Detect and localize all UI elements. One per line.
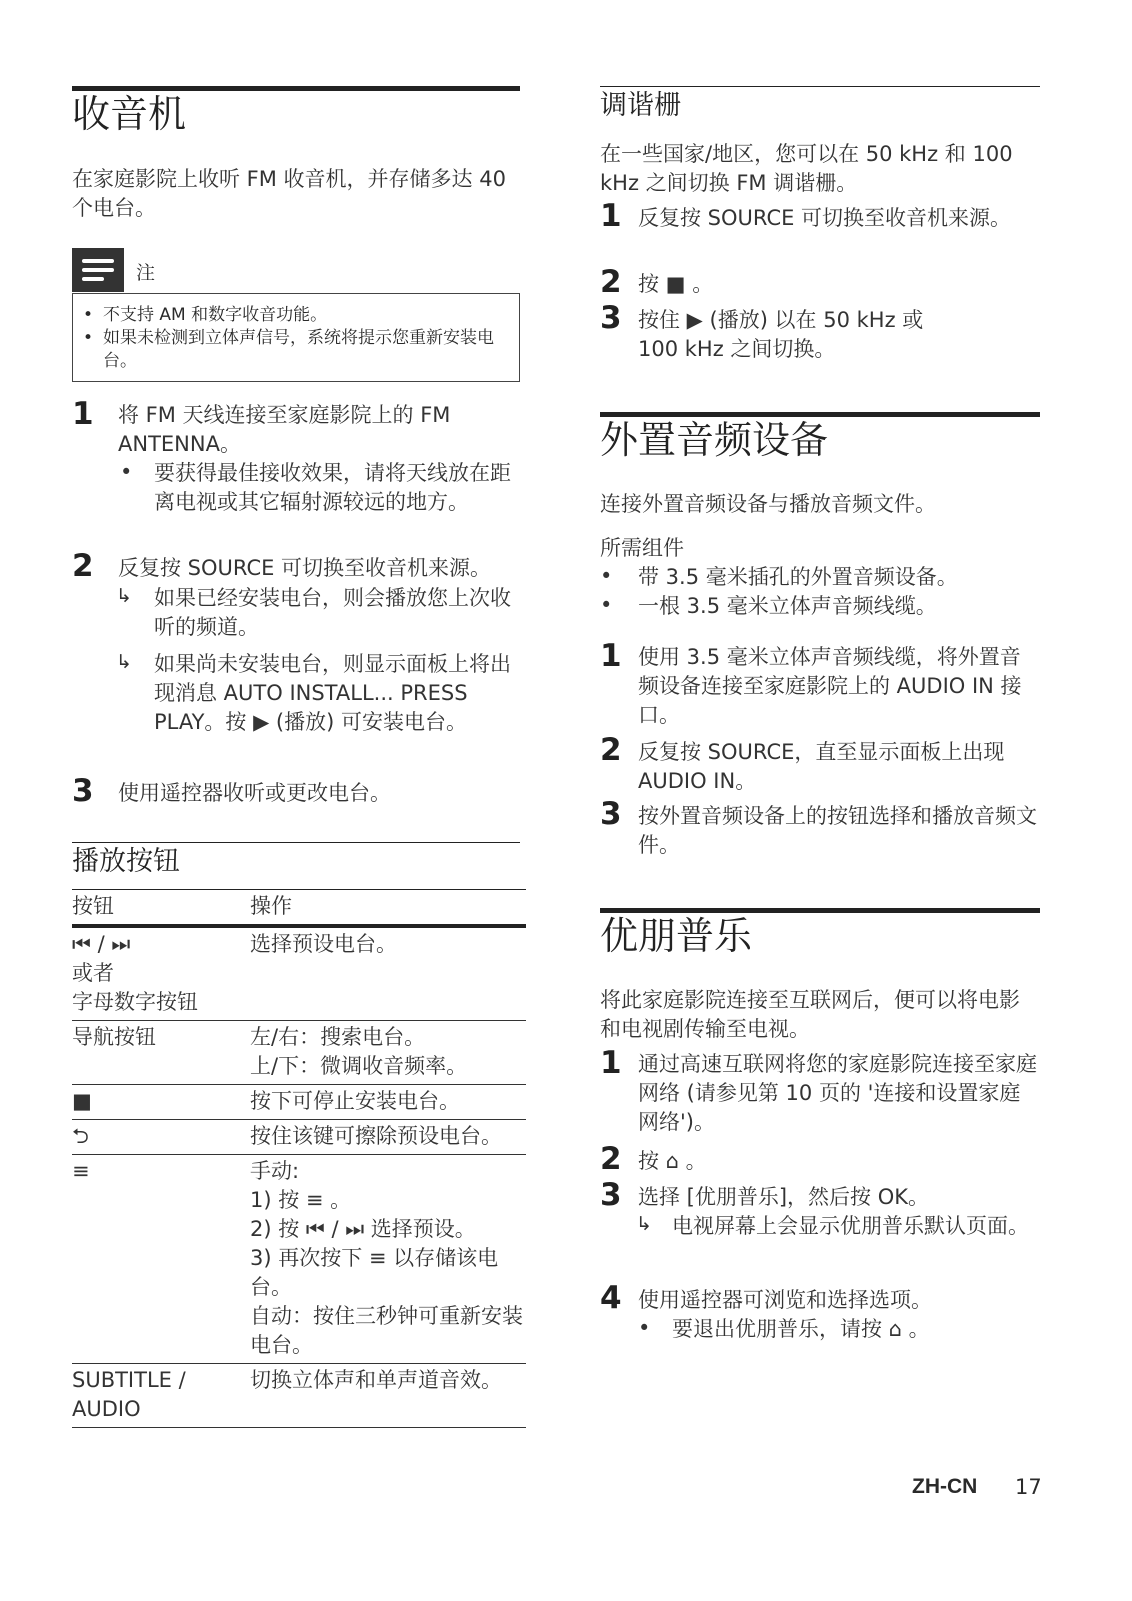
step-number: 2 (600, 1141, 622, 1177)
or-text: 或者 (72, 961, 114, 985)
youpeng-step3-result: 电视屏幕上会显示优朋普乐默认页面。 (672, 1214, 1029, 1238)
step-number: 3 (72, 773, 94, 809)
nav-buttons-label: 导航按钮 (72, 1021, 250, 1085)
step-number: 1 (72, 396, 94, 432)
footer-lang: ZH-CN (912, 1475, 978, 1498)
menu-icon: ≡ (72, 1155, 250, 1364)
result-arrow-icon: ↳ (116, 651, 132, 673)
buttons-table (72, 890, 526, 1428)
step-number: 2 (600, 264, 622, 300)
step-number: 1 (600, 198, 622, 234)
youpeng-step3: 选择 [优朋普乐]，然后按 OK。 (638, 1185, 930, 1209)
action-text: 切换立体声和单声道音效。 (250, 1364, 526, 1428)
action-text: 按住该键可擦除预设电台。 (250, 1120, 526, 1155)
table-header-row (72, 890, 526, 926)
action-text: 选择预设电台。 (250, 932, 397, 956)
step-number: 1 (600, 1045, 622, 1081)
audio-intro: 连接外置音频设备与播放音频文件。 (600, 492, 936, 516)
tuning-step2: 按 ■ 。 (638, 272, 714, 296)
result-arrow-icon: ↳ (116, 585, 132, 607)
step-number: 1 (600, 638, 622, 674)
prev-next-icon: ⏮ / ⏭ (72, 932, 131, 956)
audio-needed-heading: 所需组件 (600, 536, 684, 560)
radio-step1-sub: 要获得最佳接收效果，请将天线放在距离电视或其它辐射源较远的地方。 (154, 461, 511, 514)
tuning-title: 调谐栅 (600, 90, 681, 121)
req-item: 一根 3.5 毫米立体声音频线缆。 (638, 594, 937, 618)
audio-step3: 按外置音频设备上的按钮选择和播放音频文件。 (638, 804, 1037, 857)
table-row (72, 926, 526, 1021)
table-row (72, 1085, 526, 1120)
result-arrow-icon: ↳ (636, 1213, 652, 1235)
youpeng-intro: 将此家庭影院连接至互联网后，便可以将电影和电视剧传输至电视。 (600, 988, 1020, 1041)
note-item: 如果未检测到立体声信号，系统将提示您重新安装电台。 (103, 328, 494, 371)
radio-step1: 将 FM 天线连接至家庭影院上的 FM ANTENNA。 (118, 403, 451, 456)
youpeng-step1: 通过高速互联网将您的家庭影院连接至家庭网络 (请参见第 10 页的 '连接和设置家庭网络')。 (638, 1052, 1037, 1134)
action-text: 手动: (250, 1159, 300, 1183)
note-item: 不支持 AM 和数字收音功能。 (103, 305, 328, 325)
step-number: 4 (600, 1280, 622, 1316)
audio-step1: 使用 3.5 毫米立体声音频线缆，将外置音频设备连接至家庭影院上的 AUDIO IN 接口。 (638, 645, 1022, 727)
radio-intro: 在家庭影院上收听 FM 收音机，并存储多达 40 个电台。 (72, 167, 506, 220)
req-item: 带 3.5 毫米插孔的外置音频设备。 (638, 565, 958, 589)
table-row (72, 1120, 526, 1155)
stop-icon: ■ (72, 1085, 250, 1120)
table-row (72, 1021, 526, 1085)
action-text: 自动：按住三秒钟可重新安装电台。 (250, 1304, 523, 1357)
alphanumeric-label: 字母数字按钮 (72, 990, 198, 1014)
step-number: 3 (600, 1177, 622, 1213)
action-text: 左/右：搜索电台。 (250, 1025, 426, 1049)
note-box: • 不支持 AM 和数字收音功能。 • 如果未检测到立体声信号，系统将提示您重新安装电台。 (72, 293, 520, 382)
section-rule (72, 86, 520, 91)
buttons-title: 播放按钮 (72, 846, 180, 877)
col-header-action: 操作 (250, 890, 526, 926)
audio-step2: 反复按 SOURCE，直至显示面板上出现 AUDIO IN。 (638, 740, 1005, 793)
step-number: 3 (600, 300, 622, 336)
action-text: 2) 按 ⏮ / ⏭ 选择预设。 (250, 1217, 476, 1241)
note-label: 注 (136, 262, 156, 284)
back-icon: ⮌ (72, 1120, 250, 1155)
table-row (72, 1364, 526, 1428)
col-header-button: 按钮 (72, 890, 250, 926)
table-row (72, 1155, 526, 1364)
action-text: 3) 再次按下 ≡ 以存储该电台。 (250, 1246, 499, 1299)
youpeng-step4-sub: 要退出优朋普乐，请按 ⌂ 。 (672, 1317, 930, 1341)
radio-step3: 使用遥控器收听或更改电台。 (118, 781, 391, 805)
tuning-intro: 在一些国家/地区，您可以在 50 kHz 和 100 kHz 之间切换 FM 调谐栅。 (600, 142, 1013, 195)
subtitle-audio-label: SUBTITLE / AUDIO (72, 1364, 250, 1428)
tuning-step3: 按住 ▶ (播放) 以在 50 kHz 或 100 kHz 之间切换。 (638, 308, 924, 361)
step-number: 2 (72, 548, 94, 584)
radio-step2-result2: 如果尚未安装电台，则显示面板上将出现消息 AUTO INSTALL... PRESS PLAY。按 ▶ (播放) 可安装电台。 (154, 652, 511, 734)
note-icon (72, 248, 124, 292)
youpeng-step2: 按 ⌂ 。 (638, 1149, 707, 1173)
step-number: 2 (600, 732, 622, 768)
page-number: 17 (1015, 1475, 1042, 1499)
action-text: 按下可停止安装电台。 (250, 1085, 526, 1120)
tuning-step1: 反复按 SOURCE 可切换至收音机来源。 (638, 206, 1012, 230)
action-text: 上/下：微调收音频率。 (250, 1054, 468, 1078)
youpeng-title: 优朋普乐 (600, 914, 753, 958)
action-text: 1) 按 ≡ 。 (250, 1188, 352, 1212)
youpeng-step4: 使用遥控器可浏览和选择选项。 (638, 1288, 932, 1312)
radio-title: 收音机 (72, 92, 187, 136)
radio-step2: 反复按 SOURCE 可切换至收音机来源。 (118, 556, 492, 580)
radio-step2-result1: 如果已经安装电台，则会播放您上次收听的频道。 (154, 586, 511, 639)
step-number: 3 (600, 796, 622, 832)
audio-title: 外置音频设备 (600, 418, 829, 462)
